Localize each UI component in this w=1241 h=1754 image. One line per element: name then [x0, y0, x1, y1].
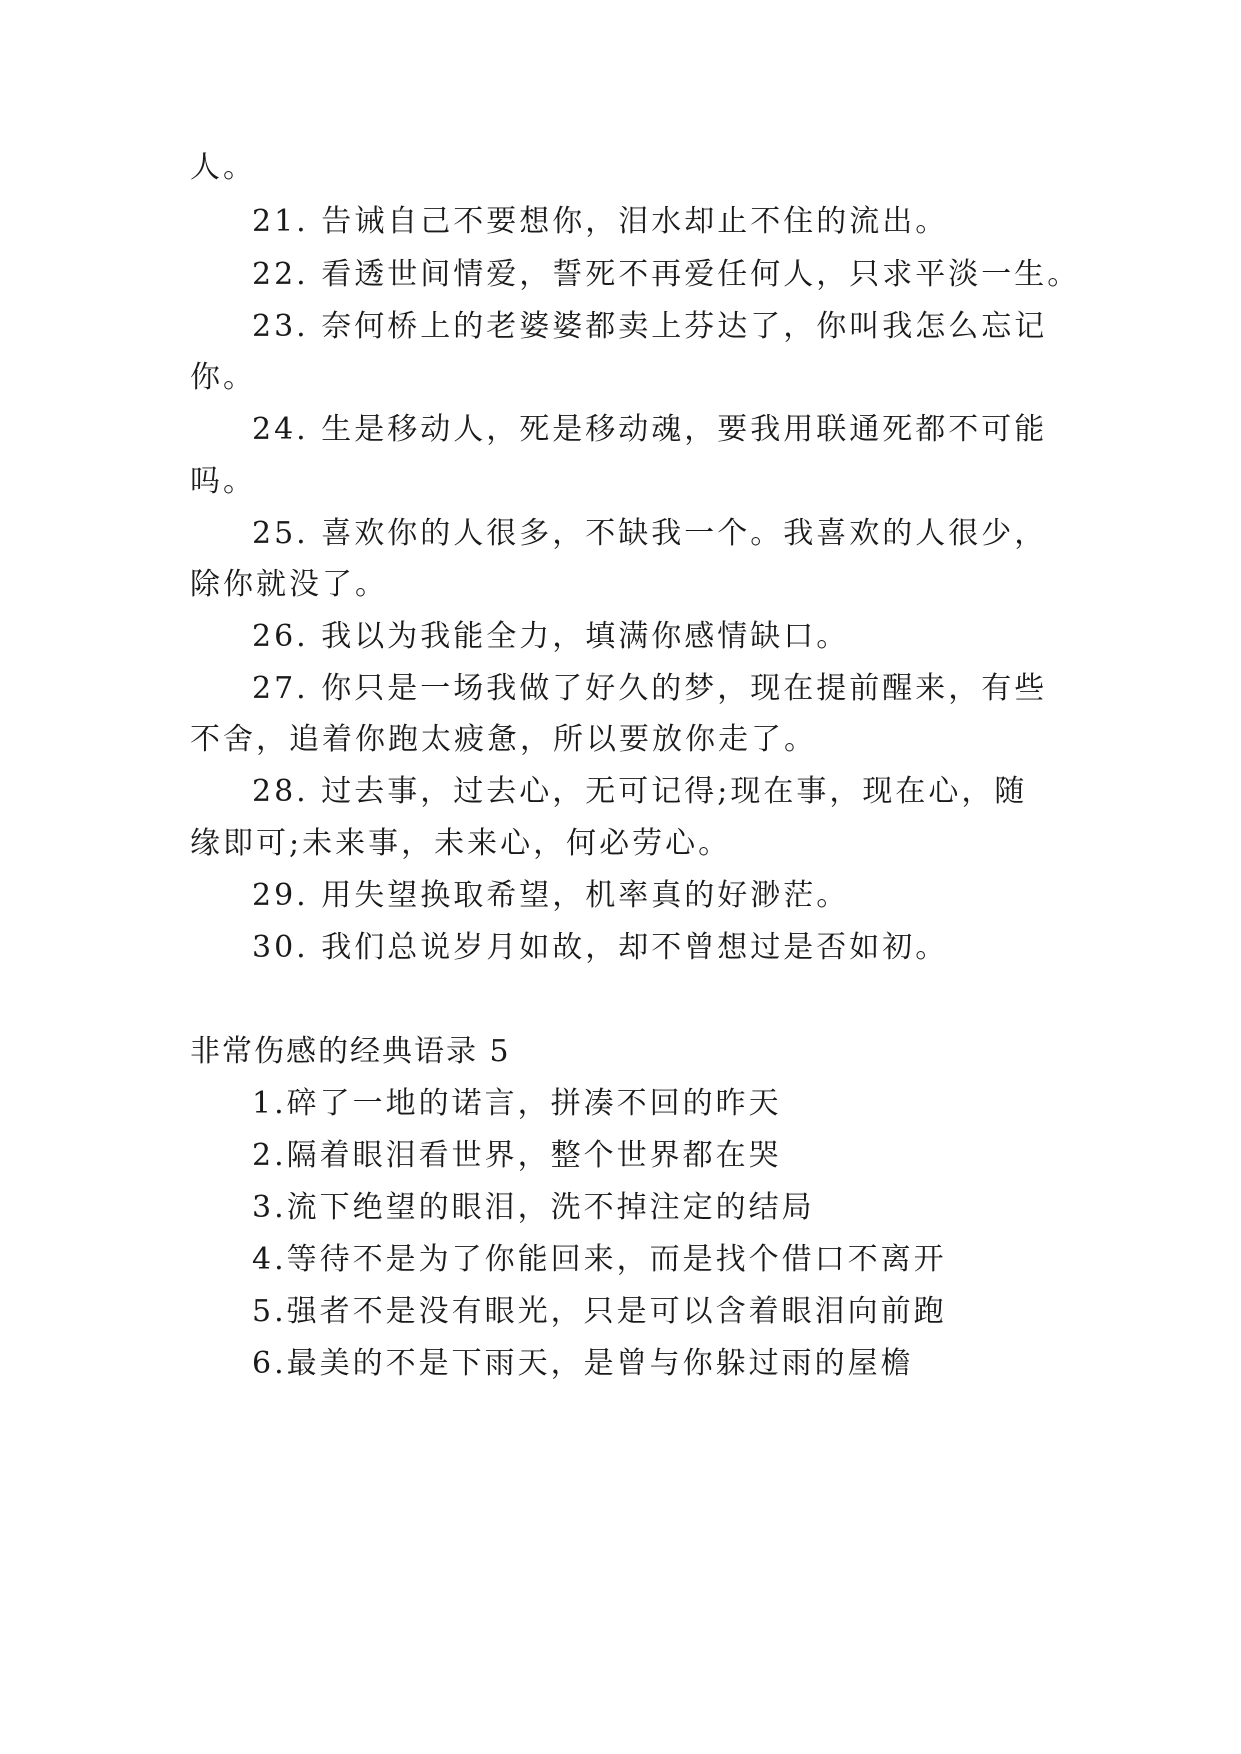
text-line: 30. 我们总说岁月如故，却不曾想过是否如初。	[252, 930, 949, 965]
text-line: 21. 告诫自己不要想你，泪水却止不住的流出。	[252, 204, 949, 239]
text-line: 缘即可;未来事，未来心，何必劳心。	[190, 826, 732, 861]
text-line: 28. 过去事，过去心，无可记得;现在事，现在心，随	[252, 774, 1028, 809]
text-line: 除你就没了。	[190, 567, 388, 602]
section-title: 非常伤感的经典语录 5	[190, 1034, 511, 1069]
list-item: 5.强者不是没有眼光，只是可以含着眼泪向前跑	[252, 1294, 947, 1329]
list-item: 1.碎了一地的诺言，拼凑不回的昨天	[252, 1086, 782, 1121]
text-line: 不舍，追着你跑太疲惫，所以要放你走了。	[190, 722, 817, 757]
list-item: 3.流下绝望的眼泪，洗不掉注定的结局	[252, 1190, 815, 1225]
text-line: 26. 我以为我能全力，填满你感情缺口。	[252, 619, 850, 654]
text-line: 24. 生是移动人，死是移动魂，要我用联通死都不可能	[252, 412, 1048, 447]
text-line: 23. 奈何桥上的老婆婆都卖上芬达了，你叫我怎么忘记	[252, 309, 1048, 344]
list-item: 6.最美的不是下雨天，是曾与你躲过雨的屋檐	[252, 1346, 914, 1381]
list-item: 4.等待不是为了你能回来，而是找个借口不离开	[252, 1242, 947, 1277]
text-line: 人。	[190, 150, 256, 185]
text-line: 29. 用失望换取希望，机率真的好渺茫。	[252, 878, 850, 913]
text-line: 25. 喜欢你的人很多，不缺我一个。我喜欢的人很少，	[252, 516, 1048, 551]
text-line: 27. 你只是一场我做了好久的梦，现在提前醒来，有些	[252, 671, 1048, 706]
text-line: 你。	[190, 360, 256, 395]
text-line: 22. 看透世间情爱，誓死不再爱任何人，只求平淡一生。	[252, 257, 1081, 292]
text-line: 吗。	[190, 464, 256, 499]
list-item: 2.隔着眼泪看世界，整个世界都在哭	[252, 1138, 782, 1173]
